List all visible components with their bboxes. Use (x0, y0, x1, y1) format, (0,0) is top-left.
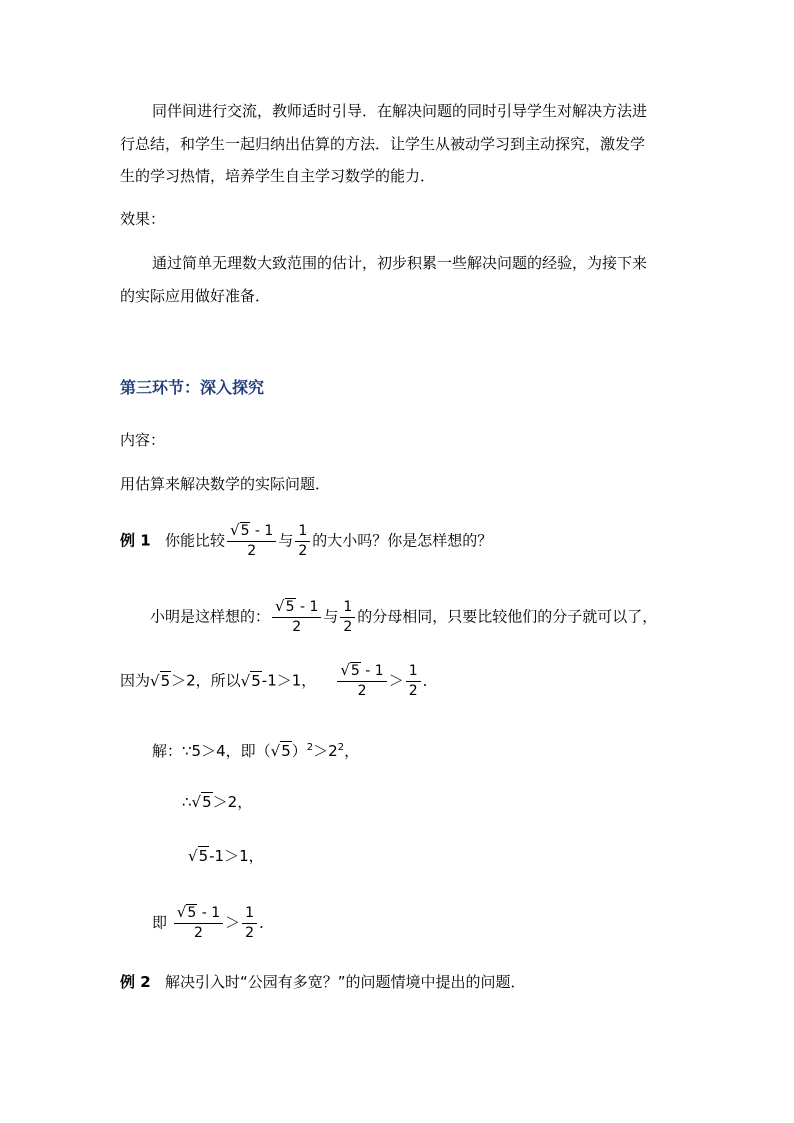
fraction-sqrt5-minus1-over-2: $\frac{√5 - 1}{2}$ (337, 662, 386, 700)
example1-question: 例 1 你能比较 $\frac{√5 - 1}{2}$ 与 $\frac{1}{2}$ 的大小吗？你是怎样想的？ (120, 521, 493, 559)
solution-line: 解：∵5＞4，即$(√5)^2>2^2$， (152, 742, 360, 760)
fraction-1-over-2: $\frac{1}{2}$ (295, 523, 310, 560)
paragraph-line: 通过简单无理数大致范围的估计，初步积累一些解决问题的经验，为接下来 (152, 254, 648, 272)
because-line: 因为√5＞2，所以√5-1＞1， $\frac{√5 - 1}{2}$ ＞ $\frac{1}{2}$ ． (120, 661, 438, 699)
example1-label: 例 1 (120, 531, 151, 550)
example2-label: 例 2 (120, 973, 151, 991)
step-line: √5-1＞1， (188, 847, 264, 865)
effect-label: 效果： (120, 210, 166, 228)
content-label: 内容： (120, 431, 166, 449)
content-text: 用估算来解决数学的实际问题． (120, 475, 331, 493)
fraction-1-over-2: $\frac{1}{2}$ (406, 663, 421, 700)
example2-question: 例 2 解决引入时“公园有多宽？”的问题情境中提出的问题． (120, 973, 526, 991)
therefore-line: ∴√5＞2， (182, 793, 253, 811)
paragraph-line: 的实际应用做好准备． (120, 287, 271, 305)
fraction-sqrt5-minus1-over-2: $\frac{√5 - 1}{2}$ (174, 904, 223, 942)
fraction-1-over-2: $\frac{1}{2}$ (242, 905, 257, 942)
paragraph-line: 同伴间进行交流，教师适时引导．在解决问题的同时引导学生对解决方法进 (152, 102, 648, 120)
xiaoming-line: 小明是这样想的： $\frac{√5 - 1}{2}$ 与 $\frac{1}{2}$ 的分母相同，只要比较他们的分子就可以了， (150, 597, 658, 635)
paragraph-line: 行总结，和学生一起归纳出估算的方法．让学生从被动学习到主动探究，激发学 (120, 135, 646, 153)
fraction-sqrt5-minus1-over-2: $\frac{√5 - 1}{2}$ (227, 522, 276, 560)
fraction-sqrt5-minus1-over-2: $\frac{√5 - 1}{2}$ (272, 598, 321, 636)
conclusion-line: 即 $\frac{√5 - 1}{2}$ ＞ $\frac{1}{2}$ ． (152, 903, 275, 941)
section-heading: 第三环节：深入探究 (120, 378, 265, 397)
fraction-1-over-2: $\frac{1}{2}$ (340, 599, 355, 636)
paragraph-line: 生的学习热情，培养学生自主学习数学的能力． (120, 167, 436, 185)
